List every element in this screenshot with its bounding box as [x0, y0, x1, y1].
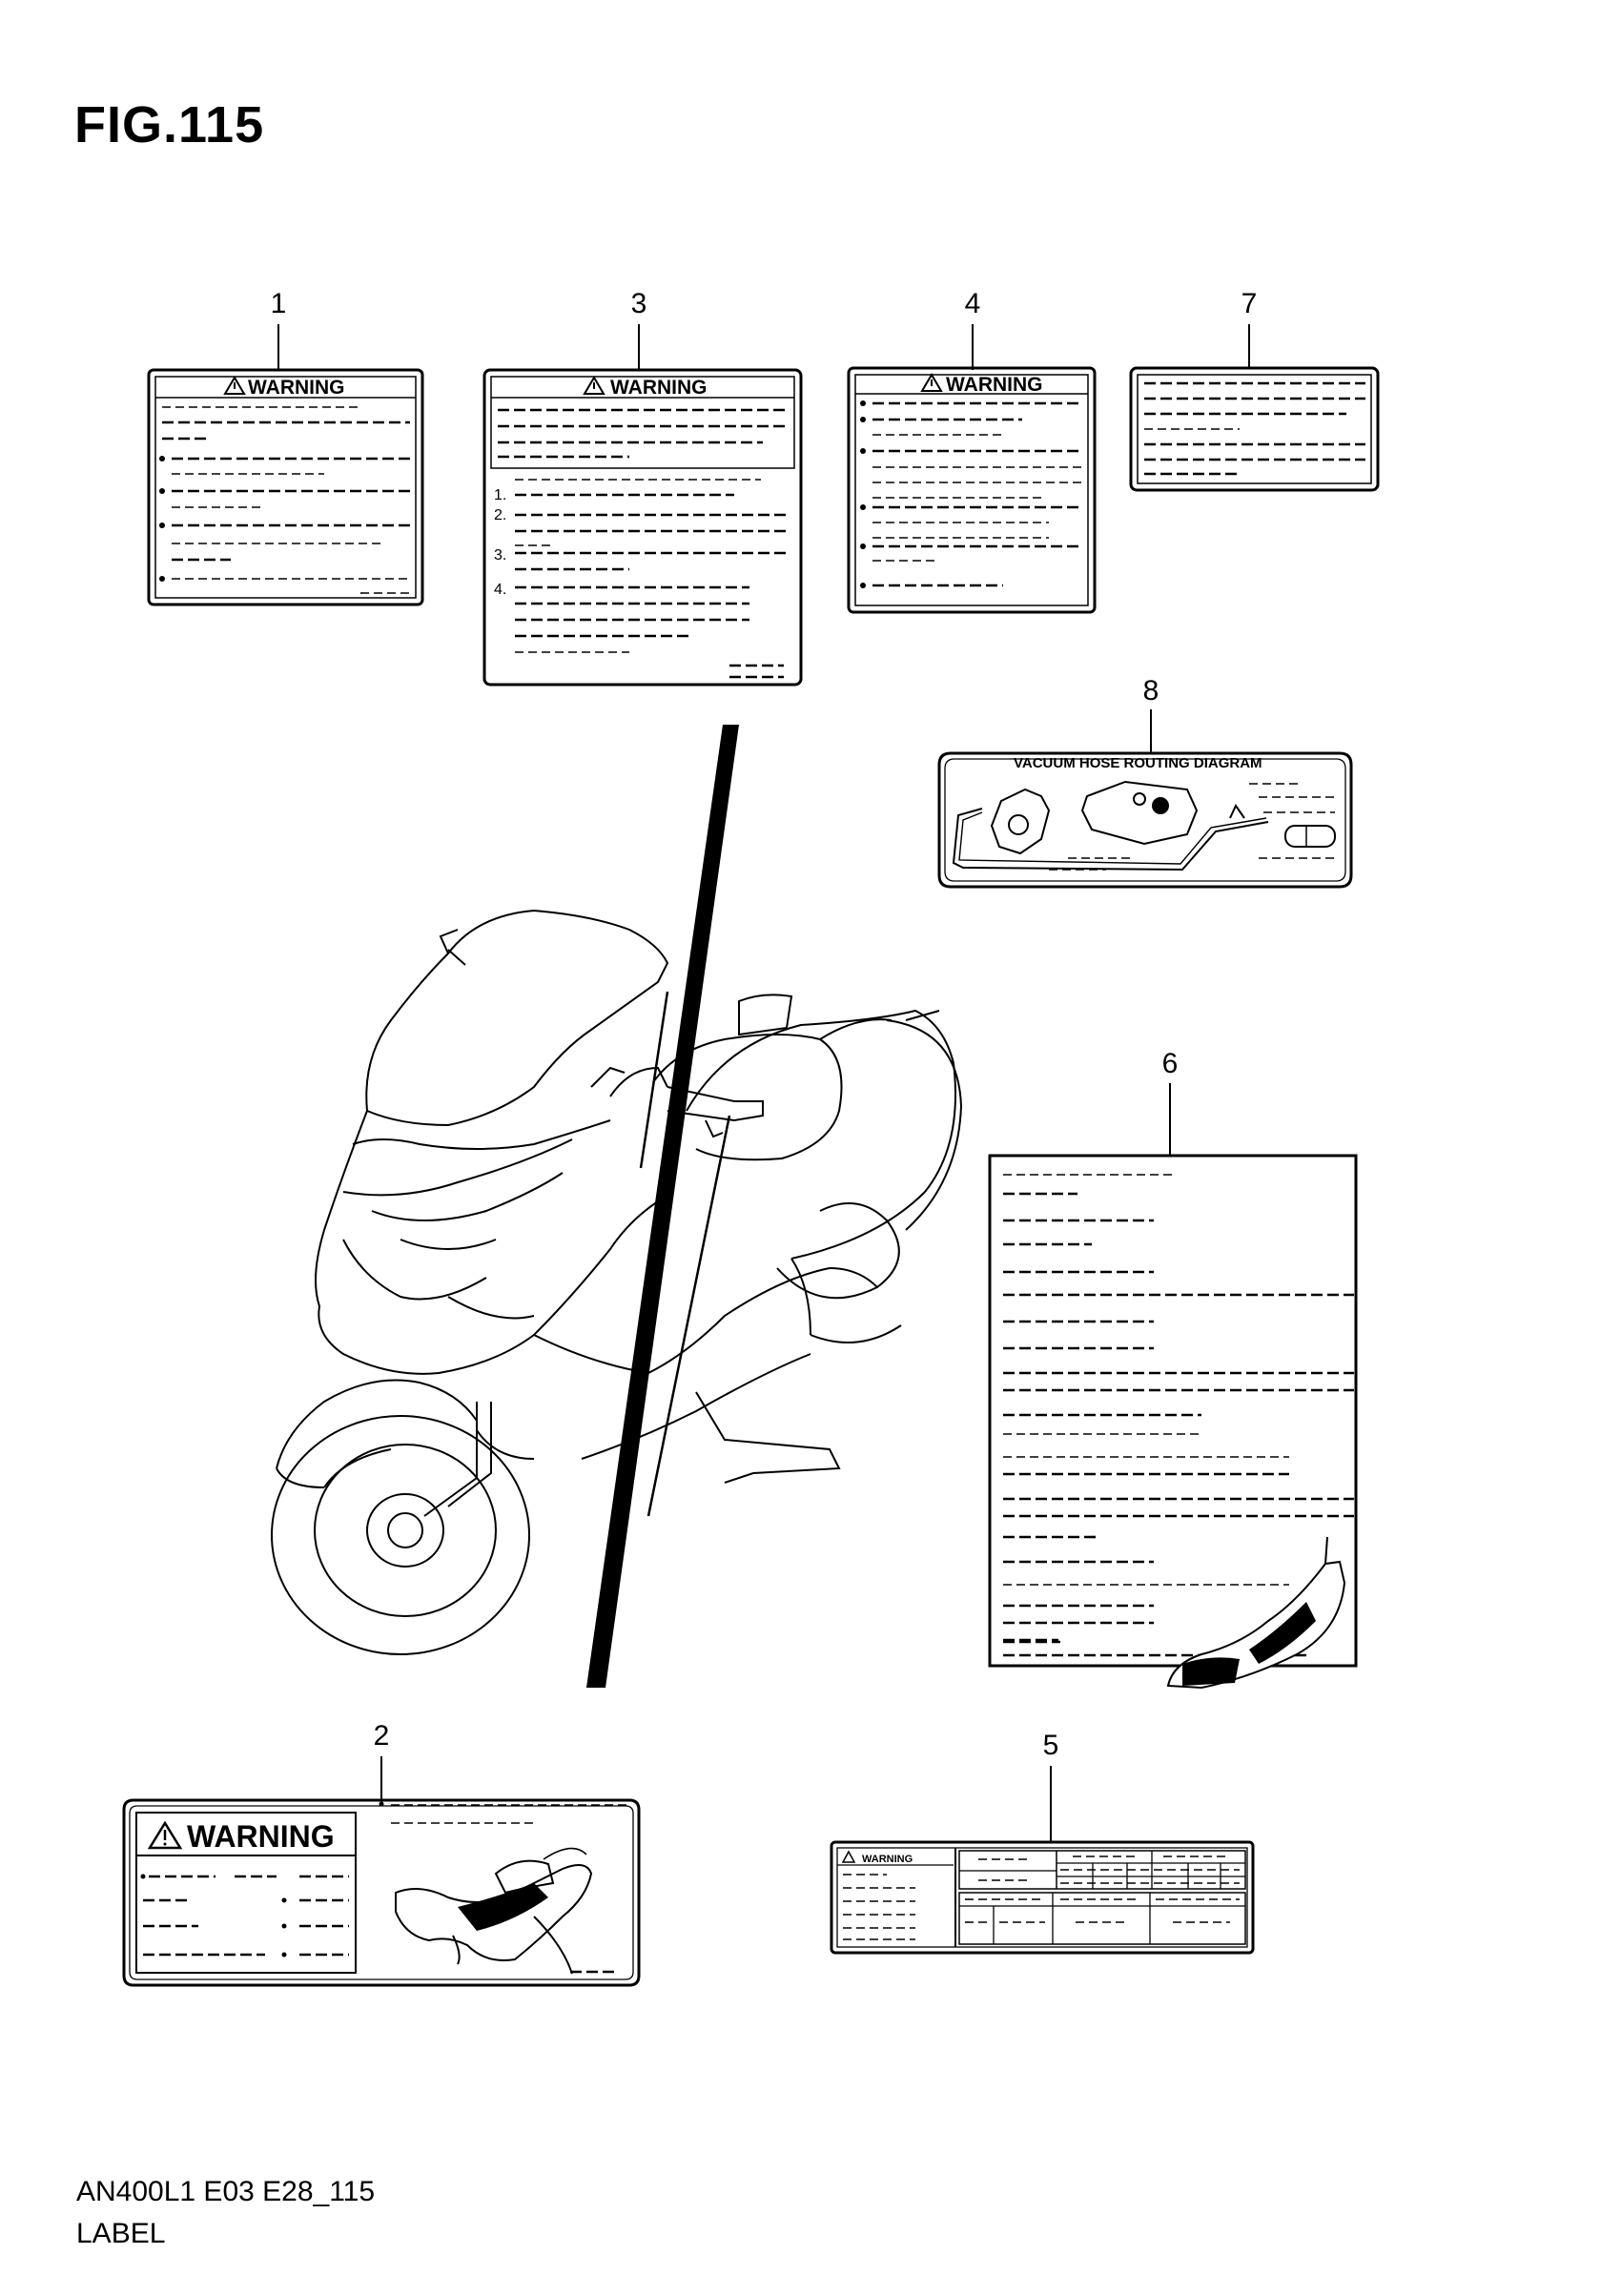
warning-triangle-icon: [150, 1823, 180, 1848]
list-number: 4.: [494, 582, 507, 598]
callout-number-7: 7: [1241, 288, 1258, 319]
callout-number-4: 4: [964, 288, 981, 319]
label-1: [149, 288, 422, 605]
list-number: 2.: [494, 507, 507, 523]
figure-title: FIG.115: [74, 96, 265, 154]
label-4: [849, 288, 1095, 612]
label-5: [831, 1730, 1253, 1953]
warning-heading: WARNING: [610, 377, 708, 399]
pointer-bar: [586, 725, 739, 1688]
callout-number-2: 2: [373, 1720, 390, 1752]
warning-heading: WARNING: [248, 377, 345, 399]
warning-triangle-icon: [585, 378, 604, 394]
callout-number-1: 1: [270, 288, 287, 319]
warning-heading: WARNING: [862, 1854, 913, 1865]
list-number: 3.: [494, 547, 507, 564]
callout-number-3: 3: [630, 288, 647, 319]
motorcycle-silhouette-icon: [396, 1849, 591, 1974]
warning-heading: WARNING: [187, 1819, 335, 1854]
label-3: [484, 288, 801, 685]
vacuum-hose-diagram-icon: [954, 782, 1335, 870]
label-7: [1131, 288, 1378, 490]
section-name: LABEL: [76, 2218, 166, 2249]
warning-triangle-icon: [225, 378, 244, 394]
callout-number-5: 5: [1042, 1730, 1059, 1761]
vacuum-diagram-title: VACUUM HOSE ROUTING DIAGRAM: [1014, 755, 1262, 771]
label-2: [124, 1720, 639, 1985]
warning-heading: WARNING: [946, 374, 1043, 396]
label-8: [939, 675, 1351, 887]
label-6: [990, 1048, 1356, 1688]
list-number: 1.: [494, 487, 507, 503]
warning-triangle-icon: [922, 375, 941, 391]
callout-number-8: 8: [1142, 675, 1159, 707]
model-code: AN400L1 E03 E28_115: [76, 2176, 376, 2207]
warning-triangle-icon: [843, 1852, 854, 1862]
callout-number-6: 6: [1161, 1048, 1179, 1079]
